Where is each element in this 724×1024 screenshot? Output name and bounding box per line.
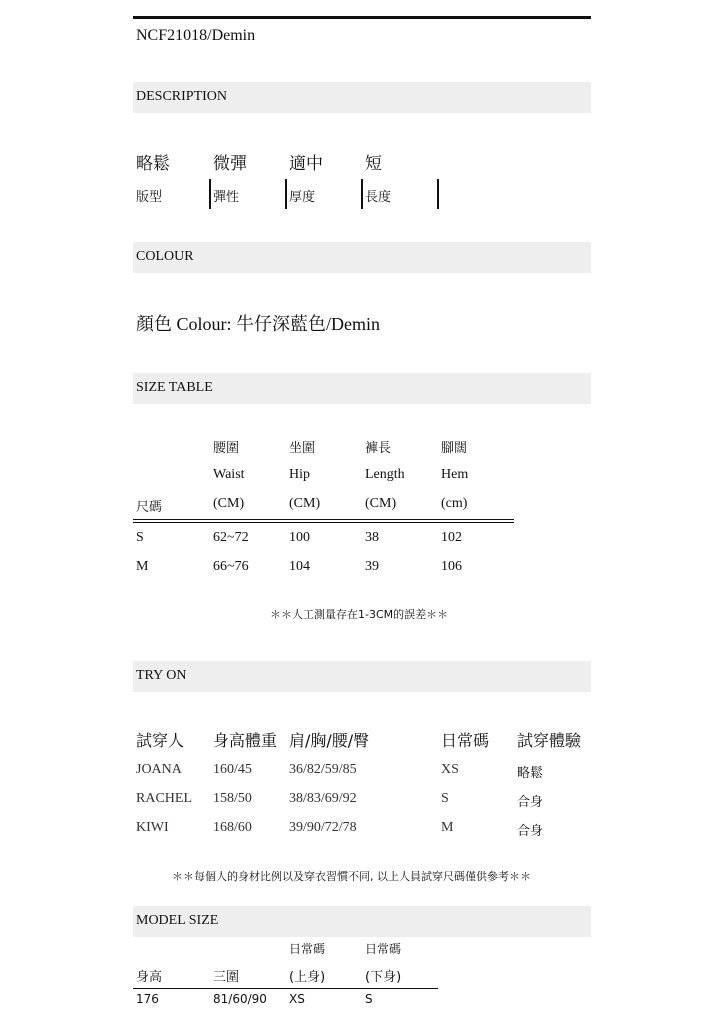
model-bottom-size: S [365,992,373,1006]
try-on-name: JOANA [136,762,182,777]
try-on-size: XS [441,762,459,777]
try-on-hw: 168/60 [213,820,252,835]
hem-unit: (cm) [441,496,468,511]
stretch-divider [285,179,287,209]
model-bottom-header: (下身) [365,970,402,985]
hip-header-en: Hip [289,467,310,482]
length-unit: (CM) [365,496,397,511]
try-on-name: RACHEL [136,791,192,806]
model-size-rule [133,988,438,989]
try-on-measure: 36/82/59/85 [289,762,357,777]
try-on-header-label: TRY ON [136,668,187,683]
try-on-hw: 160/45 [213,762,252,777]
model-measurements: 81/60/90 [213,992,267,1006]
try-on-measure: 39/90/72/78 [289,820,357,835]
thickness-label: 厚度 [289,190,316,205]
stretch-label: 彈性 [213,190,240,205]
waist-header-en: Waist [213,467,245,482]
waist-header-zh: 腰圍 [213,441,240,456]
length-value: 短 [365,154,382,174]
colour-header-label: COLOUR [136,249,194,264]
model-size-header-label: MODEL SIZE [136,913,219,928]
try-on-fit: 略鬆 [517,766,544,781]
product-code: NCF21018/Demin [136,27,256,44]
description-header [133,82,591,113]
try-on-col-daily-size: 日常碼 [441,731,490,750]
waist-cell: 62~72 [213,530,249,545]
try-on-name: KIWI [136,820,169,835]
hip-cell: 104 [289,559,310,574]
hem-header-en: Hem [441,467,469,482]
length-header-zh: 褲長 [365,441,392,456]
top-rule [133,16,591,19]
model-size-header [133,906,591,937]
model-measurements-header: 三圍 [213,970,240,985]
hip-header-zh: 坐圍 [289,441,316,456]
size-cell: M [136,559,149,574]
size-row-label: 尺碼 [136,500,163,515]
fit-value: 略鬆 [136,154,170,174]
length-cell: 38 [365,530,379,545]
hem-cell: 102 [441,530,462,545]
model-daily-size-bottom-label: 日常碼 [365,942,402,956]
size-table-rule-1 [133,519,514,520]
stretch-value: 微彈 [213,154,247,174]
model-height: 176 [136,992,159,1006]
thickness-divider [361,179,363,209]
model-daily-size-top-label: 日常碼 [289,942,326,956]
try-on-col-person: 試穿人 [136,731,185,750]
fit-divider [209,179,211,209]
try-on-fit: 合身 [517,824,544,839]
model-height-header: 身高 [136,970,163,985]
length-header-en: Length [365,467,405,482]
length-cell: 39 [365,559,379,574]
hip-unit: (CM) [289,496,321,511]
try-on-note: ＊＊每個人的身材比例以及穿衣習慣不同, 以上人員試穿尺碼僅供參考＊＊ [172,870,531,883]
length-divider [437,179,439,209]
try-on-fit: 合身 [517,795,544,810]
hem-cell: 106 [441,559,462,574]
hem-header-zh: 腳闊 [441,441,468,456]
waist-cell: 66~76 [213,559,249,574]
try-on-col-height-weight: 身高體重 [213,731,278,750]
size-table-header-label: SIZE TABLE [136,380,213,395]
try-on-size: S [441,791,449,806]
try-on-hw: 158/50 [213,791,252,806]
try-on-header [133,661,591,692]
try-on-col-experience: 試穿體驗 [517,731,582,750]
model-top-size: XS [289,992,305,1006]
model-top-header: (上身) [289,970,326,985]
try-on-col-measurements: 肩/胸/腰/臀 [289,731,370,750]
waist-unit: (CM) [213,496,245,511]
colour-text: 顏色 Colour: 牛仔深藍色/Demin [136,314,380,334]
try-on-measure: 38/83/69/92 [289,791,357,806]
hip-cell: 100 [289,530,310,545]
size-cell: S [136,530,144,545]
size-table-rule-2 [133,522,514,523]
try-on-size: M [441,820,454,835]
length-label: 長度 [365,190,392,205]
size-table-header [133,373,591,404]
description-header-label: DESCRIPTION [136,89,228,104]
colour-header [133,242,591,273]
measurement-note: ＊＊人工測量存在1-3CM的誤差＊＊ [270,608,449,621]
fit-label: 版型 [136,190,163,205]
thickness-value: 適中 [289,154,323,174]
